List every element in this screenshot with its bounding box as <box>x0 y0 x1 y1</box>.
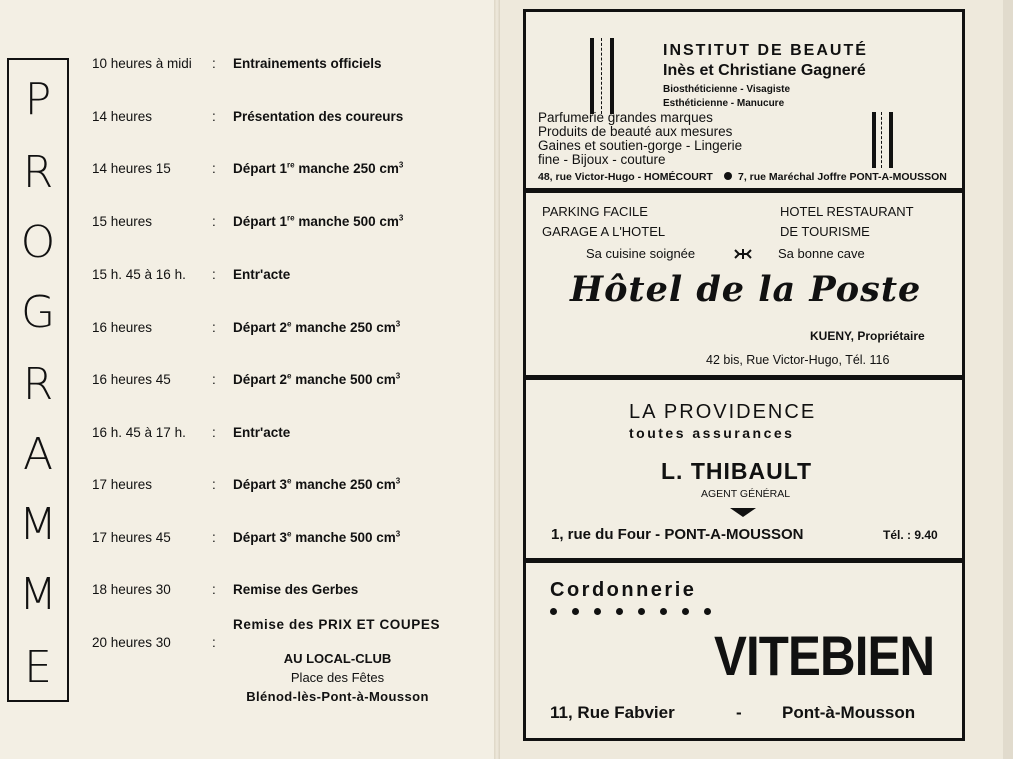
schedule-colon: : <box>212 530 216 545</box>
schedule-colon: : <box>212 372 216 387</box>
schedule-time: 14 heures <box>92 109 153 124</box>
schedule-row <box>0 530 497 552</box>
programme-letter: R <box>22 147 54 198</box>
schedule-colon: : <box>212 214 216 229</box>
providence-subtitle: toutes assurances <box>629 425 795 441</box>
ad-la-providence <box>523 377 965 561</box>
ad-hotel-poste <box>523 190 965 378</box>
institut-address-2: 7, rue Maréchal Joffre PONT-A-MOUSSON <box>738 171 947 183</box>
institut-line-3: Gaines et soutien-gorge - Lingerie <box>538 138 743 153</box>
schedule-event: Départ 3e manche 250 $cm^3$ <box>233 476 401 492</box>
programme-letter: G <box>20 287 56 338</box>
hotel-cave: Sa bonne cave <box>778 246 865 261</box>
institut-line-4: fine - Bijoux - couture <box>538 152 666 167</box>
schedule-row <box>0 477 497 499</box>
hotel-right-1: HOTEL RESTAURANT <box>780 204 914 219</box>
vitebien-separator: - <box>736 703 742 722</box>
institut-names: Inès et Christiane Gagneré <box>663 62 866 79</box>
programme-letter: E <box>24 642 52 693</box>
schedule-row <box>0 267 497 289</box>
institut-role-1: Biosthéticienne - Visagiste <box>663 84 791 95</box>
schedule-time: 15 heures <box>92 214 153 229</box>
schedule-colon: : <box>212 267 216 282</box>
vitebien-name: VITEBIEN <box>714 624 935 687</box>
schedule-event: Remise des Gerbes <box>233 582 359 597</box>
schedule-time: 17 heures <box>92 477 153 492</box>
hotel-address: 42 bis, Rue Victor-Hugo, Tél. 116 <box>706 353 890 367</box>
hotel-owner: KUENY, Propriétaire <box>810 329 925 343</box>
schedule-row <box>0 372 497 394</box>
providence-phone: Tél. : 9.40 <box>883 528 938 542</box>
schedule-event: Entr'acte <box>233 267 291 282</box>
schedule-row <box>0 109 497 131</box>
hotel-name: Hôtel de la Poste <box>570 269 922 310</box>
institut-line-1: Parfumerie grandes marques <box>538 110 713 125</box>
programme-letter: R <box>22 359 54 410</box>
local-club-place: Place des Fêtes <box>290 670 385 685</box>
prize-ceremony: Remise des PRIX ET COUPES <box>233 617 441 632</box>
decorative-bars <box>872 112 894 168</box>
schedule-time: 16 h. 45 à 17 h. <box>92 425 186 440</box>
programme-letter: M <box>19 569 57 620</box>
schedule-colon: : <box>212 425 216 440</box>
schedule-row <box>0 425 497 447</box>
institut-title: INSTITUT DE BEAUTÉ <box>663 42 868 59</box>
hotel-left-2: GARAGE A L'HOTEL <box>542 224 666 239</box>
hotel-cuisine: Sa cuisine soignée <box>586 246 696 261</box>
schedule-event: Entr'acte <box>233 425 291 440</box>
providence-agent-role: AGENT GÉNÉRAL <box>701 488 791 500</box>
schedule-colon: : <box>212 109 216 124</box>
schedule-event: Départ 3e manche 500 $cm^3$ <box>233 529 401 545</box>
schedule-time: 10 heures à midi <box>92 56 192 71</box>
schedule-time: 17 heures 45 <box>92 530 171 545</box>
schedule-time: 20 heures 30 <box>92 635 171 650</box>
programme-letter: P <box>24 74 52 125</box>
local-club: AU LOCAL-CLUB <box>283 651 392 666</box>
schedule-event: Entrainements officiels <box>233 56 382 71</box>
vitebien-address: 11, Rue Fabvier <box>550 703 675 722</box>
providence-title: LA PROVIDENCE <box>629 401 817 423</box>
hotel-left-1: PARKING FACILE <box>542 204 648 219</box>
schedule-event: Présentation des coureurs <box>233 109 404 124</box>
schedule-event: Départ 2e manche 250 $cm^3$ <box>233 319 401 335</box>
schedule-event: Départ 2e manche 500 $cm^3$ <box>233 371 401 387</box>
providence-address: 1, rue du Four - PONT-A-MOUSSON <box>551 526 804 543</box>
schedule-colon: : <box>212 582 216 597</box>
institut-address-1: 48, rue Victor-Hugo - HOMÉCOURT <box>538 171 713 183</box>
programme-letter: A <box>22 429 54 480</box>
schedule-event: Départ 1re manche 500 $cm^3$ <box>233 213 404 229</box>
arrow-down-icon <box>730 508 756 517</box>
ad-institut-beaute <box>523 9 965 191</box>
local-club-town: Blénod-lès-Pont-à-Mousson <box>246 689 429 704</box>
schedule-row <box>0 320 497 342</box>
schedule-row <box>0 214 497 236</box>
schedule-event: Départ 1re manche 250 $cm^3$ <box>233 160 404 176</box>
decorative-bars <box>590 38 616 114</box>
emblem-icon <box>734 248 752 260</box>
vitebien-town: Pont-à-Mousson <box>782 703 916 722</box>
programme-letter: O <box>20 217 56 268</box>
programme-letter: M <box>19 499 57 550</box>
schedule-colon: : <box>212 56 216 71</box>
hotel-right-2: DE TOURISME <box>780 224 870 239</box>
institut-role-2: Esthéticienne - Manucure <box>663 98 785 109</box>
schedule-colon: : <box>212 635 216 650</box>
schedule-time: 16 heures 45 <box>92 372 171 387</box>
schedule-colon: : <box>212 161 216 176</box>
schedule-row <box>0 582 497 604</box>
schedule-time: 15 h. 45 à 16 h. <box>92 267 186 282</box>
bullet-icon <box>724 172 732 180</box>
decorative-dots <box>550 608 730 615</box>
vitebien-title: Cordonnerie <box>550 579 697 601</box>
schedule-colon: : <box>212 477 216 492</box>
providence-agent-name: L. THIBAULT <box>661 458 813 484</box>
schedule-row <box>0 161 497 183</box>
schedule-time: 14 heures 15 <box>92 161 171 176</box>
schedule-row <box>0 56 497 78</box>
schedule-time: 16 heures <box>92 320 153 335</box>
paper-edge <box>1003 0 1013 759</box>
schedule-time: 18 heures 30 <box>92 582 171 597</box>
institut-line-2: Produits de beauté aux mesures <box>538 124 733 139</box>
schedule-colon: : <box>212 320 216 335</box>
ad-vitebien <box>523 560 965 741</box>
